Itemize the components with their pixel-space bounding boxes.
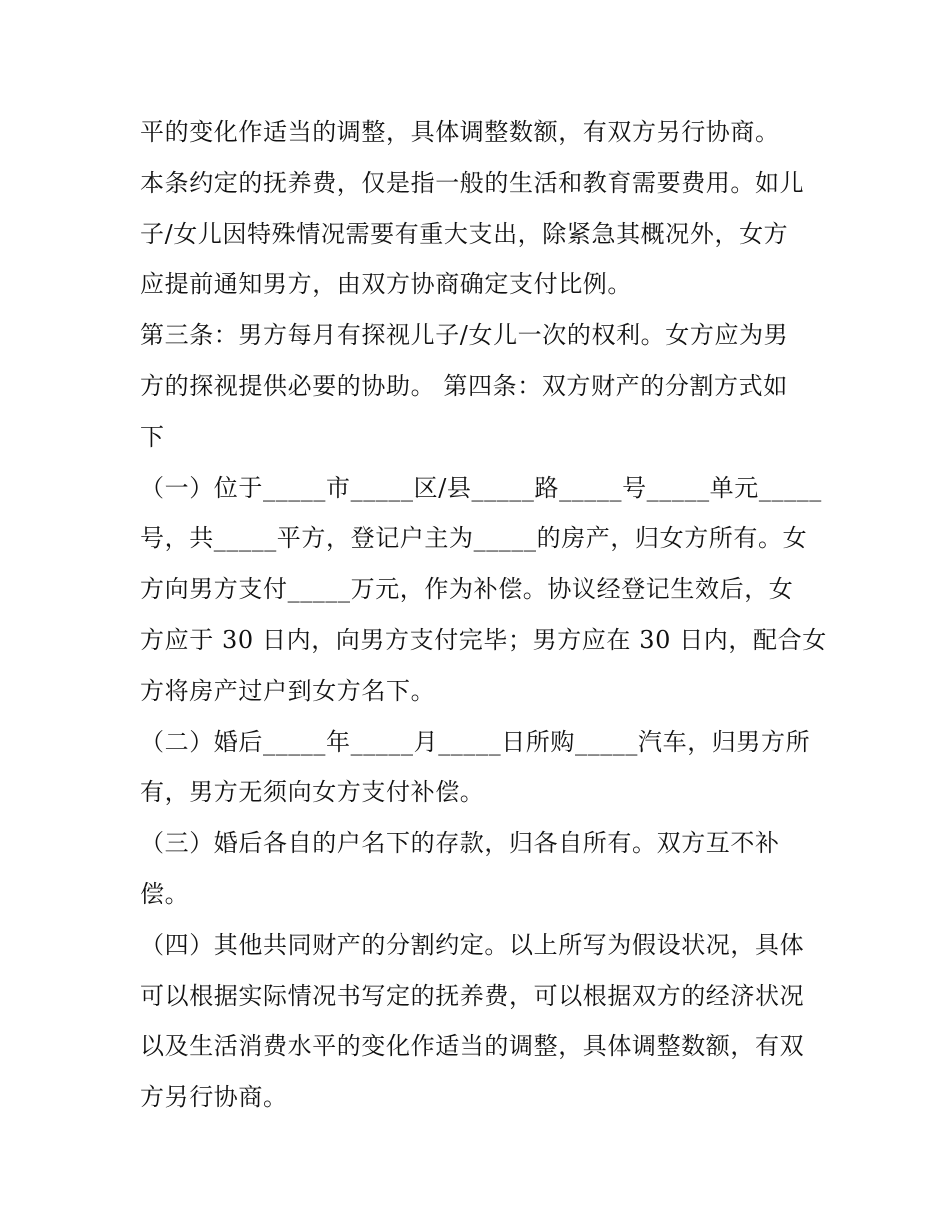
text-line: （三）婚后各自的户名下的存款，归各自所有。双方互不补 <box>140 829 780 858</box>
text-line: 本条约定的抚养费，仅是指一般的生活和教育需要费用。如儿 <box>140 168 805 197</box>
text-line: 有，男方无须向女方支付补偿。 <box>140 778 485 807</box>
document-body <box>140 107 827 1123</box>
text-line: 方向男方支付_____万元，作为补偿。协议经登记生效后，女 <box>140 575 794 604</box>
text-line: 平的变化作适当的调整，具体调整数额，有双方另行协商。 <box>140 118 780 146</box>
text-line: 以及生活消费水平的变化作适当的调整，具体调整数额，有双 <box>140 1032 805 1061</box>
text-line: 可以根据实际情况书写定的抚养费，可以根据双方的经济状况 <box>140 981 805 1010</box>
text-line: 方的探视提供必要的协助。 第四条：双方财产的分割方式如 <box>140 371 788 400</box>
text-line: （二）婚后_____年_____月_____日所购_____汽车，归男方所 <box>140 727 811 756</box>
text-line: 号，共_____平方，登记户主为_____的房产，归女方所有。女 <box>140 524 808 553</box>
text-line: 偿。 <box>140 879 190 908</box>
text-line: 子/女儿因特殊情况需要有重大支出，除紧急其概况外，女方 <box>140 219 789 248</box>
text-line: 方应于 30 日内，向男方支付完毕；男方应在 30 日内，配合女 <box>140 625 827 654</box>
text-line: 应提前通知男方，由双方协商确定支付比例。 <box>140 270 632 299</box>
text-line: 方将房产过户到女方名下。 <box>140 676 436 705</box>
text-line: 下 <box>140 422 165 451</box>
text-line: （四）其他共同财产的分割约定。以上所写为假设状况，具体 <box>140 930 805 959</box>
text-line: 第三条：男方每月有探视儿子/女儿一次的权利。女方应为男 <box>140 321 789 350</box>
text-line: （一）位于_____市_____区/县_____路_____号_____单元_____ <box>140 473 822 502</box>
text-line: 方另行协商。 <box>140 1083 288 1112</box>
